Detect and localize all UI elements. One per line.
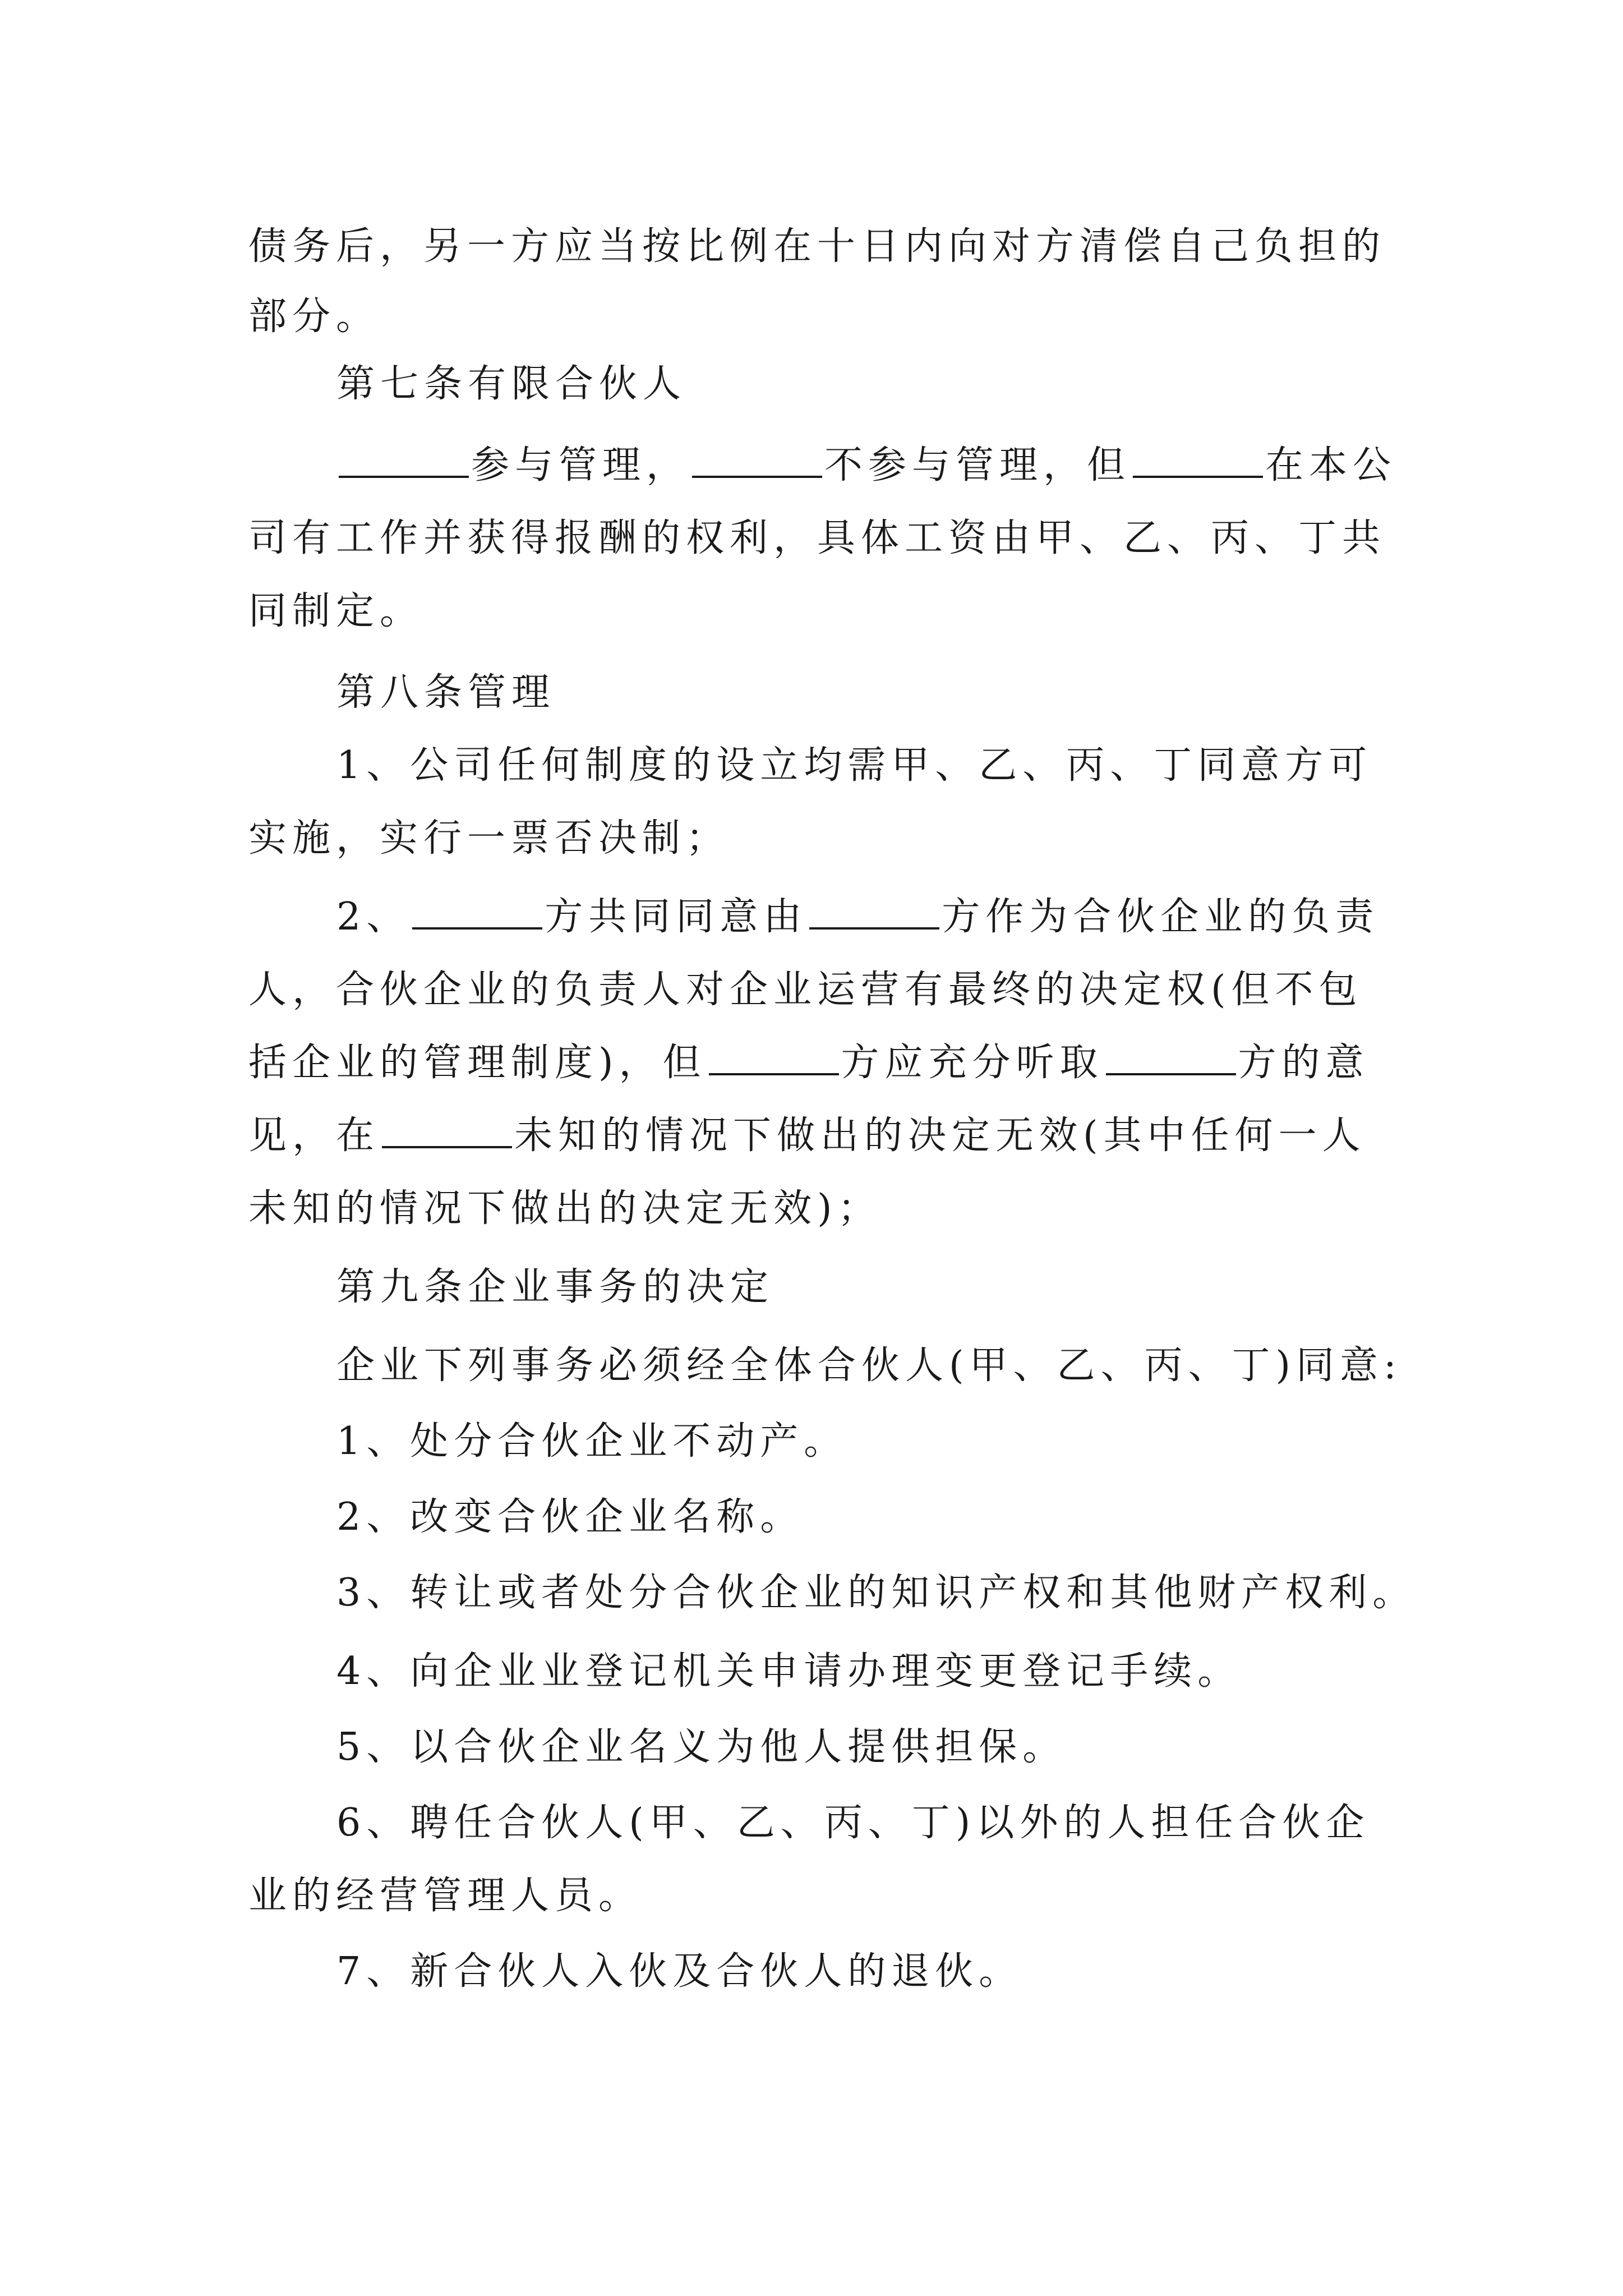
text-run: 未知的情况下做出的决定无效)；: [248, 1186, 882, 1231]
text-run: 方的意: [1238, 1041, 1370, 1085]
text-run: 第七条有限合伙人: [336, 362, 687, 406]
text-run: 方应充分听取: [841, 1041, 1104, 1085]
text-run: 实施，实行一票否决制；: [248, 816, 730, 861]
text-run: 部分。: [248, 295, 380, 339]
paragraph-line: [0, 583, 1623, 639]
paragraph-line: [0, 1644, 1623, 1700]
text-run: 方共同同意由: [545, 895, 808, 939]
text-run: 第九条企业事务的决定: [336, 1265, 774, 1309]
paragraph-line: [0, 289, 1623, 345]
section-heading: [0, 665, 1623, 721]
paragraph-line: [0, 219, 1623, 275]
text-run: 业的经营管理人员。: [248, 1874, 643, 1918]
text-run: 2、改变合伙企业名称。: [336, 1495, 804, 1539]
paragraph-line: [0, 811, 1623, 867]
text-run: 括企业的管理制度)，但: [248, 1041, 707, 1085]
text-run: 司有工作并获得报酬的权利，具体工资由甲、乙、丙、丁共: [248, 516, 1386, 560]
paragraph-line: [0, 1944, 1623, 2000]
text-run: 人，合伙企业的负责人对企业运营有最终的决定权(但不包: [248, 968, 1363, 1012]
text-run: 第八条管理: [336, 670, 556, 715]
section-heading: [0, 356, 1623, 412]
paragraph-line: [0, 1181, 1623, 1237]
text-run: 不参与管理，但: [824, 443, 1131, 487]
paragraph-line: [0, 1414, 1623, 1470]
fill-in-blank: [709, 1038, 839, 1075]
text-run: 企业下列事务必须经全体合伙人(甲、乙、丙、丁)同意:: [336, 1343, 1402, 1388]
paragraph-line: [0, 1035, 1623, 1091]
text-run: 7、新合伙人入伙及合伙人的退伙。: [336, 1949, 1023, 1994]
text-run: 2、: [336, 895, 411, 939]
text-run: 参与管理，: [471, 443, 690, 487]
text-run: 6、聘任合伙人(甲、乙、丙、丁)以外的人担任合伙企: [336, 1801, 1370, 1845]
fill-in-blank: [1106, 1038, 1236, 1075]
section-heading: [0, 1259, 1623, 1315]
text-run: 未知的情况下做出的决定无效(其中任何一人: [514, 1114, 1366, 1158]
paragraph-line: [0, 1868, 1623, 1924]
text-run: 方作为合伙企业的负责: [942, 895, 1380, 939]
paragraph-line: [0, 1565, 1623, 1621]
text-run: 在本公: [1265, 443, 1397, 487]
fill-in-blank: [809, 892, 939, 930]
paragraph-line: [0, 962, 1623, 1018]
paragraph-line: [0, 738, 1623, 794]
text-run: 债务后，另一方应当按比例在十日内向对方清偿自己负担的: [248, 224, 1386, 269]
paragraph-line: [0, 510, 1623, 567]
paragraph-line: [0, 1338, 1623, 1394]
fill-in-blank: [382, 1111, 512, 1148]
fill-in-blank: [339, 441, 469, 478]
paragraph-line: [0, 1719, 1623, 1775]
fill-in-blank: [412, 892, 542, 930]
text-run: 1、公司任何制度的设立均需甲、乙、丙、丁同意方可: [336, 743, 1373, 788]
text-run: 4、向企业业登记机关申请办理变更登记手续。: [336, 1649, 1242, 1694]
text-run: 1、处分合伙企业不动产。: [336, 1419, 848, 1464]
text-run: 5、以合伙企业名义为他人提供担保。: [336, 1725, 1067, 1769]
paragraph-line: [0, 889, 1623, 945]
paragraph-line: [0, 1795, 1623, 1851]
paragraph-line: [0, 438, 1623, 494]
fill-in-blank: [1133, 441, 1263, 478]
fill-in-blank: [692, 441, 822, 478]
paragraph-line: [0, 1108, 1623, 1164]
paragraph-line: [0, 1489, 1623, 1545]
text-run: 同制定。: [248, 589, 424, 633]
text-run: 见，在: [248, 1114, 380, 1158]
text-run: 3、转让或者处分合伙企业的知识产权和其他财产权利。: [336, 1571, 1417, 1615]
